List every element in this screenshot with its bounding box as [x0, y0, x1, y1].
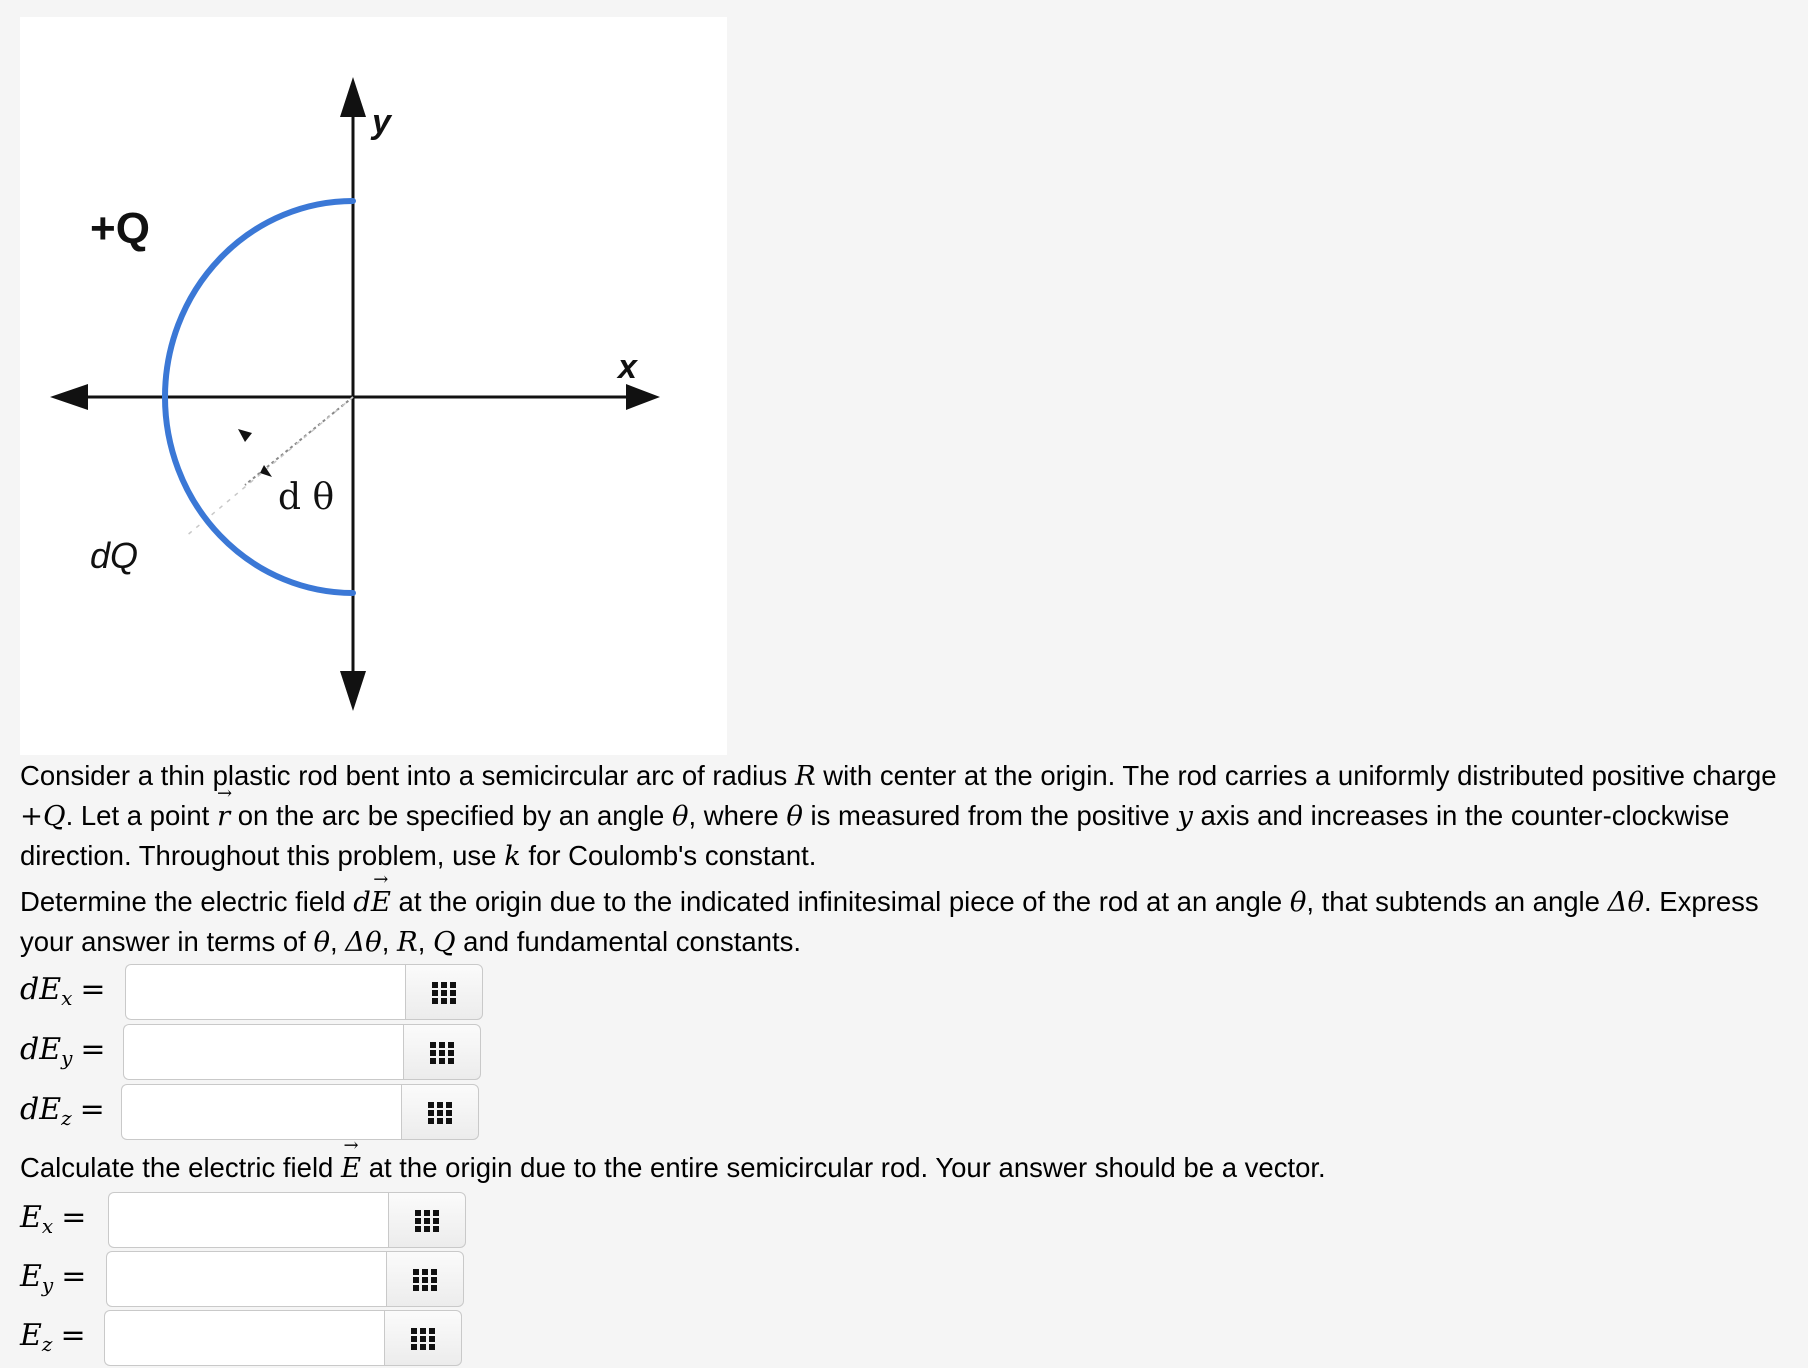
part2-prompt: Calculate the electric field → E at the origin due to the entire semicircular rod. Your answer should be a vector.: [20, 1148, 1780, 1188]
dtheta-arrow-lower: [260, 465, 272, 477]
answer-label-Ex: $E_x$ =: [20, 1200, 87, 1238]
part1-prompt: Determine the electric field d→ E at the origin due to the indicated infinitesimal piece of the rod at an angle θ, that subtends an angle Δθ. Express your answer in terms of θ, Δθ, R, Q and fundamental constants.: [20, 882, 1780, 962]
answer-input-Ex[interactable]: [108, 1192, 388, 1248]
charge-label: +Q: [90, 204, 150, 253]
answer-input-dEx[interactable]: [125, 964, 405, 1020]
answer-input-Ey[interactable]: [106, 1251, 386, 1307]
answer-label-Ey: $E_y$ =: [20, 1259, 87, 1297]
matrix-grid-icon: [430, 1042, 454, 1064]
matrix-button-dEx[interactable]: [405, 964, 483, 1020]
answer-input-Ez[interactable]: [104, 1310, 384, 1366]
answer-input-dEy[interactable]: [123, 1024, 403, 1080]
matrix-grid-icon: [432, 982, 456, 1004]
answer-label-dEy: $dE_y$ =: [20, 1032, 106, 1070]
matrix-button-dEy[interactable]: [403, 1024, 481, 1080]
matrix-button-Ex[interactable]: [388, 1192, 466, 1248]
problem-intro: Consider a thin plastic rod bent into a semicircular arc of radius R with center at the origin. The rod carries a uniformly distributed positive charge +Q. Let a point → r on the arc be specified by an angle θ, where θ is measured from the positive y axis and increases in the counter-clockwise direction. Throughout this problem, use k for Coulomb's constant.: [20, 756, 1780, 876]
answer-label-dEx: $dE_x$ =: [20, 972, 106, 1010]
x-axis-label: x: [618, 348, 637, 386]
matrix-button-Ez[interactable]: [384, 1310, 462, 1366]
y-axis-arrow-down: [340, 671, 366, 711]
x-axis-arrow-right: [626, 384, 660, 410]
dq-label: dQ: [90, 535, 139, 576]
problem-figure: [20, 17, 727, 755]
answer-label-Ez: $E_z$ =: [20, 1318, 86, 1356]
matrix-grid-icon: [413, 1269, 437, 1291]
x-axis-arrow-left: [50, 384, 88, 410]
matrix-grid-icon: [415, 1210, 439, 1232]
y-axis-arrow-up: [340, 77, 366, 117]
matrix-grid-icon: [428, 1102, 452, 1124]
matrix-button-Ey[interactable]: [386, 1251, 464, 1307]
matrix-button-dEz[interactable]: [401, 1084, 479, 1140]
matrix-grid-icon: [411, 1328, 435, 1350]
dtheta-arrow-upper: [238, 429, 252, 442]
dtheta-label: d θ: [278, 477, 335, 518]
y-axis-label: y: [372, 103, 391, 141]
answer-label-dEz: $dE_z$ =: [20, 1092, 105, 1130]
